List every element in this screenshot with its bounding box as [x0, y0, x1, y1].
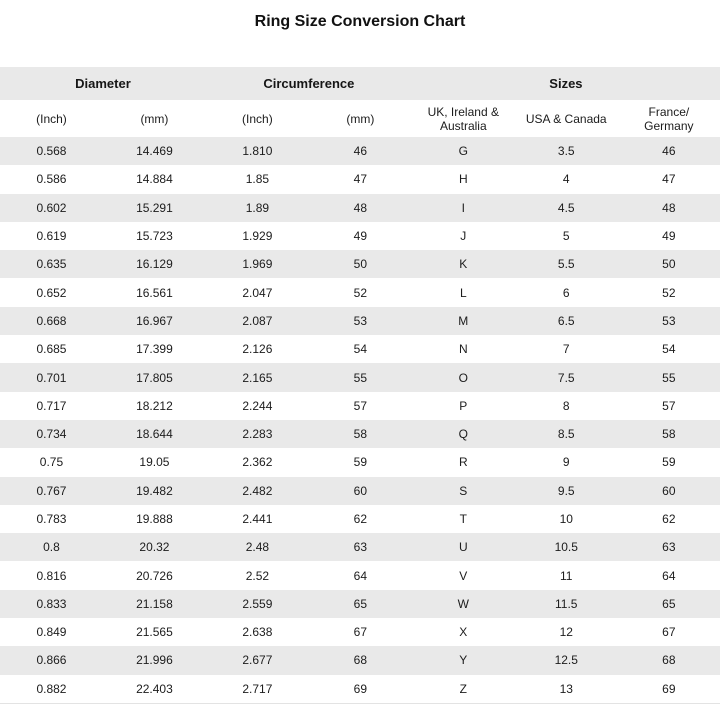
table-cell: 64	[309, 561, 412, 589]
table-cell: 47	[618, 165, 720, 193]
table-cell: 2.559	[206, 590, 309, 618]
table-row	[0, 448, 720, 476]
table-cell: 0.619	[0, 222, 103, 250]
table-row	[0, 590, 720, 618]
table-cell: 2.126	[206, 335, 309, 363]
table-cell: M	[412, 307, 515, 335]
table-cell: 14.884	[103, 165, 206, 193]
table-cell: 11	[515, 561, 618, 589]
table-cell: 57	[309, 392, 412, 420]
table-cell: 54	[309, 335, 412, 363]
table-cell: 69	[618, 675, 720, 704]
ring-size-conversion-table	[0, 67, 720, 704]
table-cell: 2.362	[206, 448, 309, 476]
table-cell: 17.399	[103, 335, 206, 363]
table-cell: 64	[618, 561, 720, 589]
table-cell: 2.677	[206, 646, 309, 674]
table-cell: Q	[412, 420, 515, 448]
table-cell: H	[412, 165, 515, 193]
table-cell: 2.482	[206, 477, 309, 505]
table-cell: 18.212	[103, 392, 206, 420]
table-cell: 19.482	[103, 477, 206, 505]
table-row	[0, 250, 720, 278]
table-cell: 59	[309, 448, 412, 476]
table-cell: 1.89	[206, 194, 309, 222]
column-header-diameter-inch: (Inch)	[0, 100, 103, 137]
column-header-circumference-mm: (mm)	[309, 100, 412, 137]
table-cell: 62	[618, 505, 720, 533]
table-cell: 0.734	[0, 420, 103, 448]
table-cell: 55	[309, 363, 412, 391]
table-cell: 1.810	[206, 137, 309, 165]
table-cell: 46	[309, 137, 412, 165]
table-cell: 63	[618, 533, 720, 561]
table-row	[0, 278, 720, 306]
group-header-row	[0, 67, 720, 100]
table-cell: 19.888	[103, 505, 206, 533]
table-header	[0, 67, 720, 137]
table-cell: 53	[618, 307, 720, 335]
table-cell: Z	[412, 675, 515, 704]
table-cell: K	[412, 250, 515, 278]
table-cell: 50	[309, 250, 412, 278]
table-cell: 0.866	[0, 646, 103, 674]
table-cell: I	[412, 194, 515, 222]
table-cell: Y	[412, 646, 515, 674]
table-cell: 65	[618, 590, 720, 618]
table-cell: 0.635	[0, 250, 103, 278]
table-cell: 0.685	[0, 335, 103, 363]
table-cell: 0.668	[0, 307, 103, 335]
page-title: Ring Size Conversion Chart	[254, 13, 466, 30]
table-cell: 49	[618, 222, 720, 250]
table-cell: 16.967	[103, 307, 206, 335]
table-cell: 68	[309, 646, 412, 674]
table-cell: 3.5	[515, 137, 618, 165]
group-header-diameter: Diameter	[0, 67, 206, 100]
table-cell: 1.969	[206, 250, 309, 278]
table-cell: P	[412, 392, 515, 420]
table-cell: 55	[618, 363, 720, 391]
table-cell: 0.717	[0, 392, 103, 420]
table-cell: 63	[309, 533, 412, 561]
table-cell: 0.8	[0, 533, 103, 561]
table-cell: 0.586	[0, 165, 103, 193]
table-row	[0, 675, 720, 704]
table-cell: 2.52	[206, 561, 309, 589]
table-row	[0, 335, 720, 363]
table-cell: U	[412, 533, 515, 561]
table-row	[0, 137, 720, 165]
table-cell: 58	[618, 420, 720, 448]
table-row	[0, 646, 720, 674]
table-cell: 7	[515, 335, 618, 363]
table-cell: 0.816	[0, 561, 103, 589]
column-header-diameter-mm: (mm)	[103, 100, 206, 137]
table-cell: 67	[309, 618, 412, 646]
table-cell: 59	[618, 448, 720, 476]
table-cell: 2.283	[206, 420, 309, 448]
table-cell: 58	[309, 420, 412, 448]
table-cell: 11.5	[515, 590, 618, 618]
table-row	[0, 392, 720, 420]
column-header-row	[0, 100, 720, 137]
table-cell: 1.85	[206, 165, 309, 193]
table-cell: 62	[309, 505, 412, 533]
table-cell: 20.726	[103, 561, 206, 589]
table-cell: 14.469	[103, 137, 206, 165]
table-cell: 47	[309, 165, 412, 193]
table-cell: 8.5	[515, 420, 618, 448]
column-header-circumference-inch: (Inch)	[206, 100, 309, 137]
table-row	[0, 618, 720, 646]
table-cell: 21.565	[103, 618, 206, 646]
table-cell: N	[412, 335, 515, 363]
table-cell: L	[412, 278, 515, 306]
table-row	[0, 194, 720, 222]
table-cell: 60	[309, 477, 412, 505]
table-cell: R	[412, 448, 515, 476]
table-cell: 4	[515, 165, 618, 193]
table-cell: 54	[618, 335, 720, 363]
table-cell: T	[412, 505, 515, 533]
table-cell: 67	[618, 618, 720, 646]
table-cell: 9	[515, 448, 618, 476]
table-cell: 2.717	[206, 675, 309, 704]
table-cell: 2.441	[206, 505, 309, 533]
table-cell: 52	[309, 278, 412, 306]
table-row	[0, 165, 720, 193]
table-cell: 21.158	[103, 590, 206, 618]
group-header-sizes: Sizes	[412, 67, 720, 100]
table-cell: 2.047	[206, 278, 309, 306]
table-cell: 5.5	[515, 250, 618, 278]
table-cell: S	[412, 477, 515, 505]
table-cell: 52	[618, 278, 720, 306]
table-row	[0, 505, 720, 533]
table-row	[0, 477, 720, 505]
column-header-usa-canada: USA & Canada	[515, 100, 618, 137]
table-row	[0, 420, 720, 448]
table-cell: 48	[618, 194, 720, 222]
table-cell: 2.165	[206, 363, 309, 391]
table-cell: 8	[515, 392, 618, 420]
table-cell: W	[412, 590, 515, 618]
table-cell: X	[412, 618, 515, 646]
table-cell: 49	[309, 222, 412, 250]
table-cell: 9.5	[515, 477, 618, 505]
column-header-uk-ireland-australia: UK, Ireland & Australia	[412, 100, 515, 137]
table-cell: 48	[309, 194, 412, 222]
table-cell: 10.5	[515, 533, 618, 561]
table-cell: 0.75	[0, 448, 103, 476]
table-cell: 0.833	[0, 590, 103, 618]
table-cell: 12.5	[515, 646, 618, 674]
table-cell: 18.644	[103, 420, 206, 448]
table-cell: O	[412, 363, 515, 391]
table-cell: 0.568	[0, 137, 103, 165]
table-cell: 6	[515, 278, 618, 306]
table-cell: 65	[309, 590, 412, 618]
table-cell: 19.05	[103, 448, 206, 476]
table-cell: G	[412, 137, 515, 165]
table-row	[0, 307, 720, 335]
table-cell: 57	[618, 392, 720, 420]
table-cell: 0.783	[0, 505, 103, 533]
table-cell: 5	[515, 222, 618, 250]
table-cell: 22.403	[103, 675, 206, 704]
table-cell: 15.291	[103, 194, 206, 222]
table-cell: 0.849	[0, 618, 103, 646]
table-cell: 60	[618, 477, 720, 505]
table-cell: 16.561	[103, 278, 206, 306]
table-cell: 2.244	[206, 392, 309, 420]
table-cell: 53	[309, 307, 412, 335]
table-cell: 6.5	[515, 307, 618, 335]
table-cell: 0.602	[0, 194, 103, 222]
table-row	[0, 363, 720, 391]
table-cell: 16.129	[103, 250, 206, 278]
table-cell: 46	[618, 137, 720, 165]
table-cell: 17.805	[103, 363, 206, 391]
table-row	[0, 533, 720, 561]
table-cell: 13	[515, 675, 618, 704]
table-row	[0, 561, 720, 589]
table-cell: 50	[618, 250, 720, 278]
table-cell: 21.996	[103, 646, 206, 674]
table-cell: 2.48	[206, 533, 309, 561]
table-cell: 0.652	[0, 278, 103, 306]
table-cell: J	[412, 222, 515, 250]
table-body	[0, 137, 720, 703]
table-cell: 4.5	[515, 194, 618, 222]
column-header-france-germany: France/ Germany	[618, 100, 720, 137]
table-cell: 2.087	[206, 307, 309, 335]
table-cell: 20.32	[103, 533, 206, 561]
table-cell: 15.723	[103, 222, 206, 250]
table-cell: V	[412, 561, 515, 589]
table-cell: 7.5	[515, 363, 618, 391]
table-cell: 0.767	[0, 477, 103, 505]
table-cell: 0.701	[0, 363, 103, 391]
table-row	[0, 222, 720, 250]
table-cell: 0.882	[0, 675, 103, 704]
table-cell: 1.929	[206, 222, 309, 250]
table-cell: 68	[618, 646, 720, 674]
table-cell: 12	[515, 618, 618, 646]
table-cell: 69	[309, 675, 412, 704]
group-header-circumference: Circumference	[206, 67, 412, 100]
table-cell: 2.638	[206, 618, 309, 646]
table-cell: 10	[515, 505, 618, 533]
